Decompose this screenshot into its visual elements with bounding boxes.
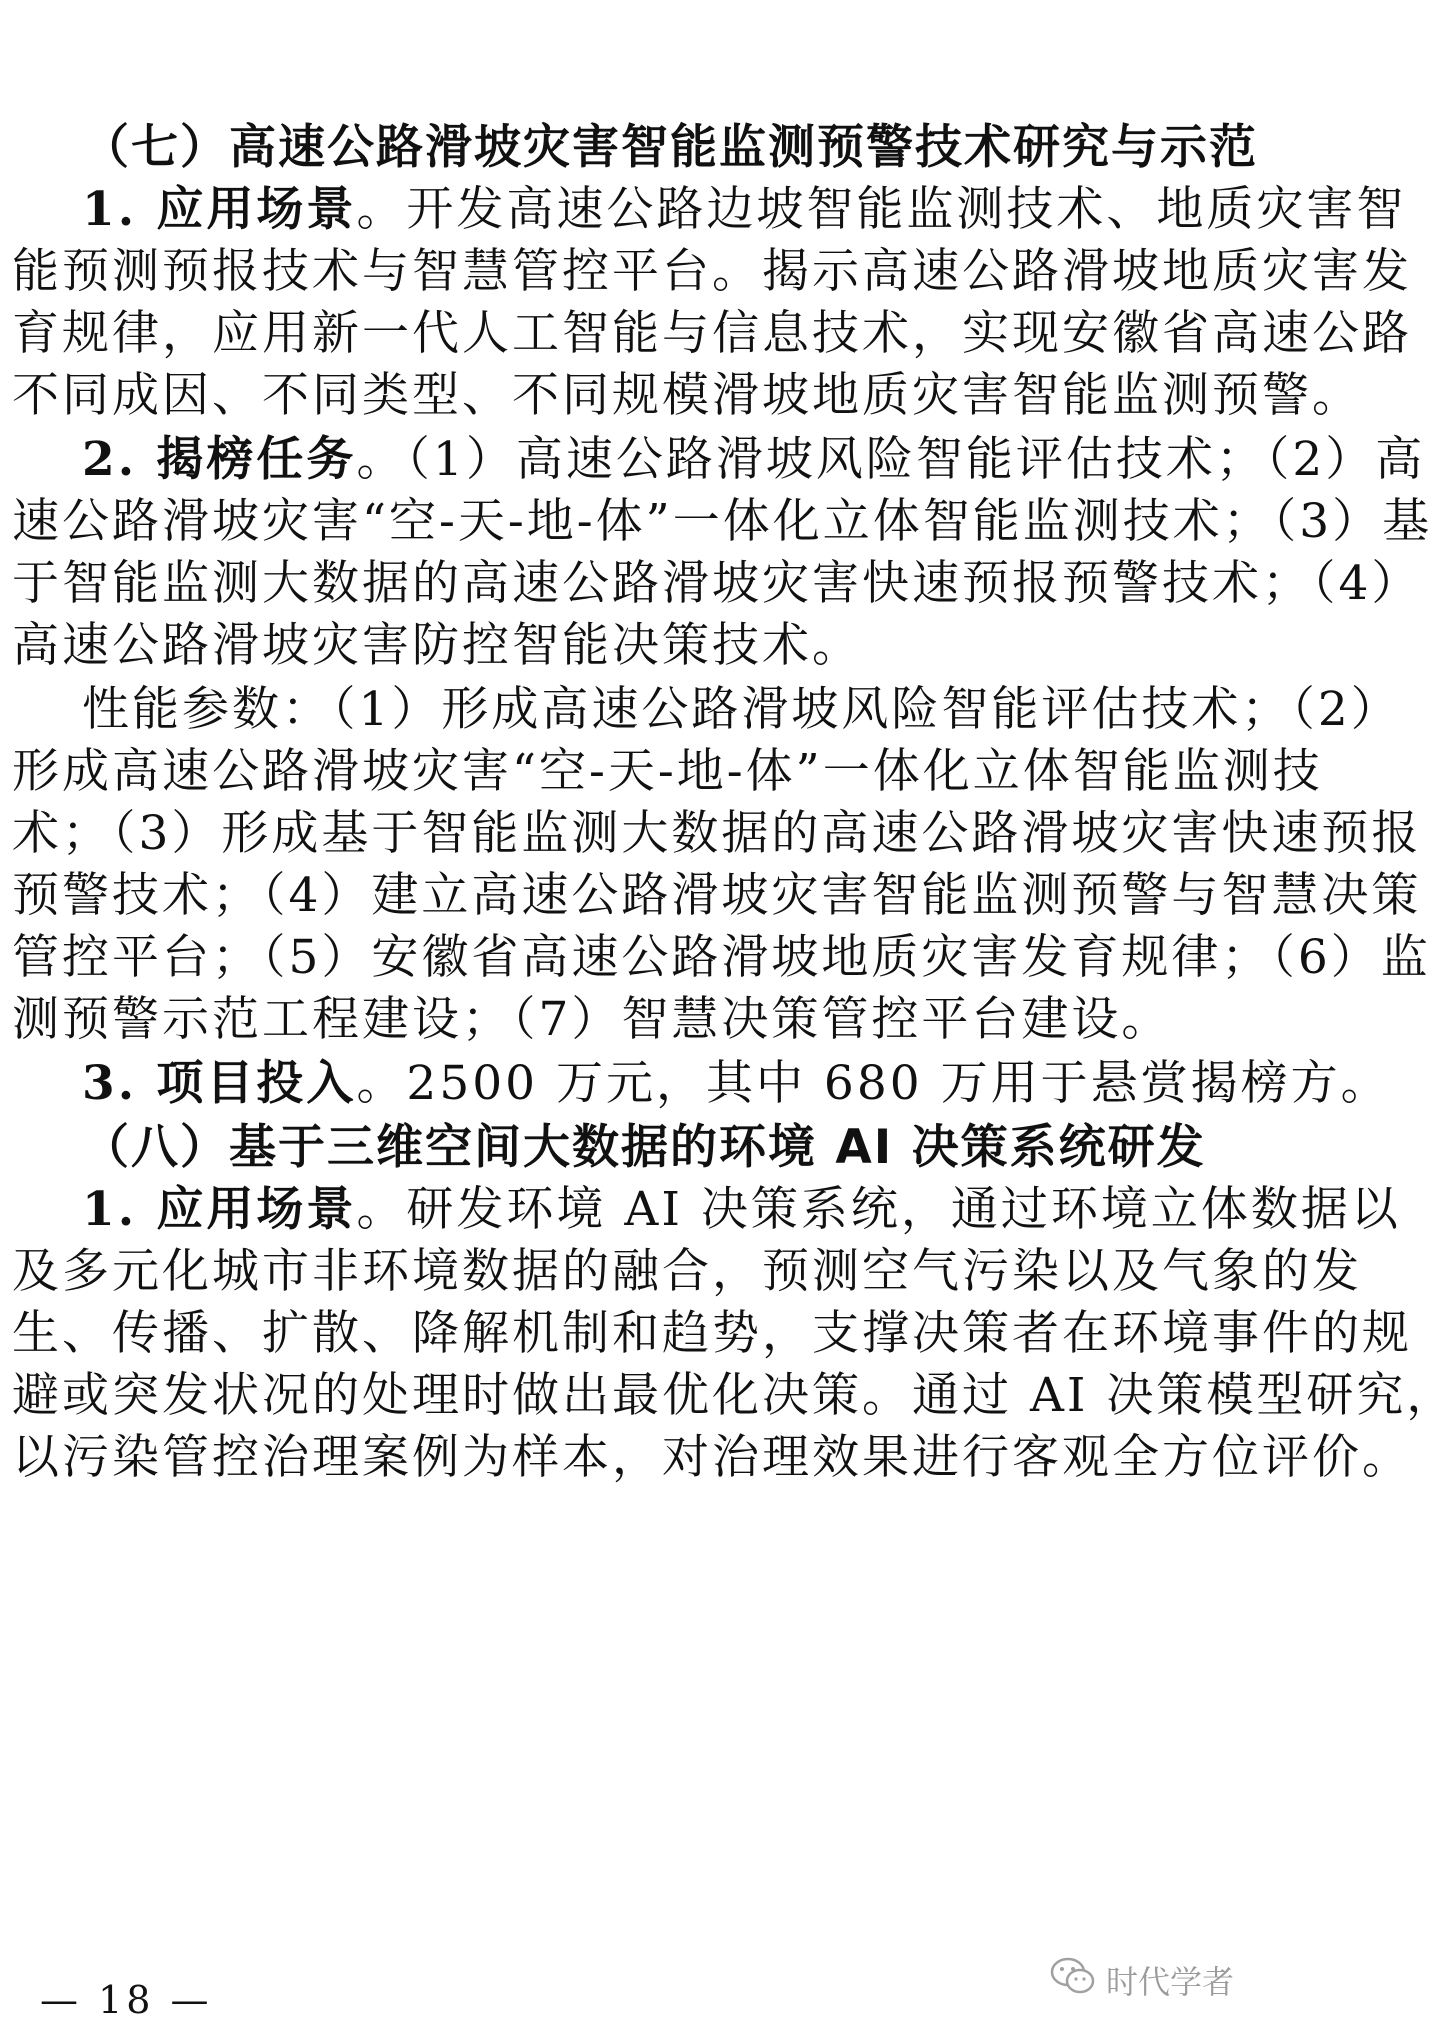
section-7-perf-line-5: 管控平台；（5）安徽省高速公路滑坡地质灾害发育规律；（6）监 [12,930,1431,985]
section-7-scenario-line-4: 不同成因、不同类型、不同规模滑坡地质灾害智能监测预警。 [12,368,1362,423]
section-7-scenario-text: 。开发高速公路边坡智能监测技术、地质灾害智 [356,182,1407,237]
page-number: — 18 — [40,1978,213,2022]
wechat-icon [1050,1956,1096,2004]
watermark-text: 时代学者 [1106,1963,1235,2001]
section-8-heading: （八）基于三维空间大数据的环境 AI 决策系统研发 [82,1120,1206,1175]
section-7-task-line-4: 高速公路滑坡灾害防控智能决策技术。 [12,618,862,673]
section-8-scenario-line-3: 生、传播、扩散、降解机制和趋势，支撑决策者在环境事件的规 [12,1306,1412,1361]
section-7-task-line-3: 于智能监测大数据的高速公路滑坡灾害快速预报预警技术；（4） [12,556,1422,611]
section-7-perf-line-3: 术；（3）形成基于智能监测大数据的高速公路滑坡灾害快速预报 [12,806,1422,861]
watermark [1050,1955,1234,2005]
section-7-invest-label: 3. 项目投入 [82,1056,357,1111]
section-8-scenario-line-4: 避或突发状况的处理时做出最优化决策。通过 AI 决策模型研究， [12,1368,1456,1423]
section-7-task-label: 2. 揭榜任务 [82,432,357,487]
section-7-invest-text: 。2500 万元，其中 680 万用于悬赏揭榜方。 [356,1056,1391,1111]
section-7-heading: （七）高速公路滑坡灾害智能监测预警技术研究与示范 [82,120,1258,175]
section-7-perf-line-1: 性能参数：（1）形成高速公路滑坡风险智能评估技术；（2） [82,682,1401,737]
section-7-invest-line [82,1054,1391,1114]
section-7-scenario-line-2: 能预测预报技术与智慧管控平台。揭示高速公路滑坡地质灾害发 [12,244,1412,299]
section-7-task-line-1 [82,430,1426,490]
section-7-scenario-label: 1. 应用场景 [82,182,357,237]
section-8-scenario-label: 1. 应用场景 [82,1182,357,1237]
section-8-scenario-line-2: 及多元化城市非环境数据的融合，预测空气污染以及气象的发 [12,1244,1362,1299]
section-7-task-text: 。（1）高速公路滑坡风险智能评估技术；（2）高 [356,432,1426,487]
section-8-scenario-text: 。研发环境 AI 决策系统，通过环境立体数据以 [356,1182,1401,1237]
section-8-scenario-line-1 [82,1180,1401,1240]
section-7-perf-line-6: 测预警示范工程建设；（7）智慧决策管控平台建设。 [12,992,1172,1047]
section-7-task-line-2: 速公路滑坡灾害“空-天-地-体”一体化立体智能监测技术；（3）基 [12,494,1433,549]
section-7-perf-line-2: 形成高速公路滑坡灾害“空-天-地-体”一体化立体智能监测技 [12,744,1323,799]
section-8-scenario-line-5: 以污染管控治理案例为样本，对治理效果进行客观全方位评价。 [12,1430,1412,1485]
section-7-scenario-line-3: 育规律，应用新一代人工智能与信息技术，实现安徽省高速公路 [12,306,1412,361]
section-7-perf-line-4: 预警技术；（4）建立高速公路滑坡灾害智能监测预警与智慧决策 [12,868,1422,923]
section-7-scenario-line-1 [82,180,1407,240]
